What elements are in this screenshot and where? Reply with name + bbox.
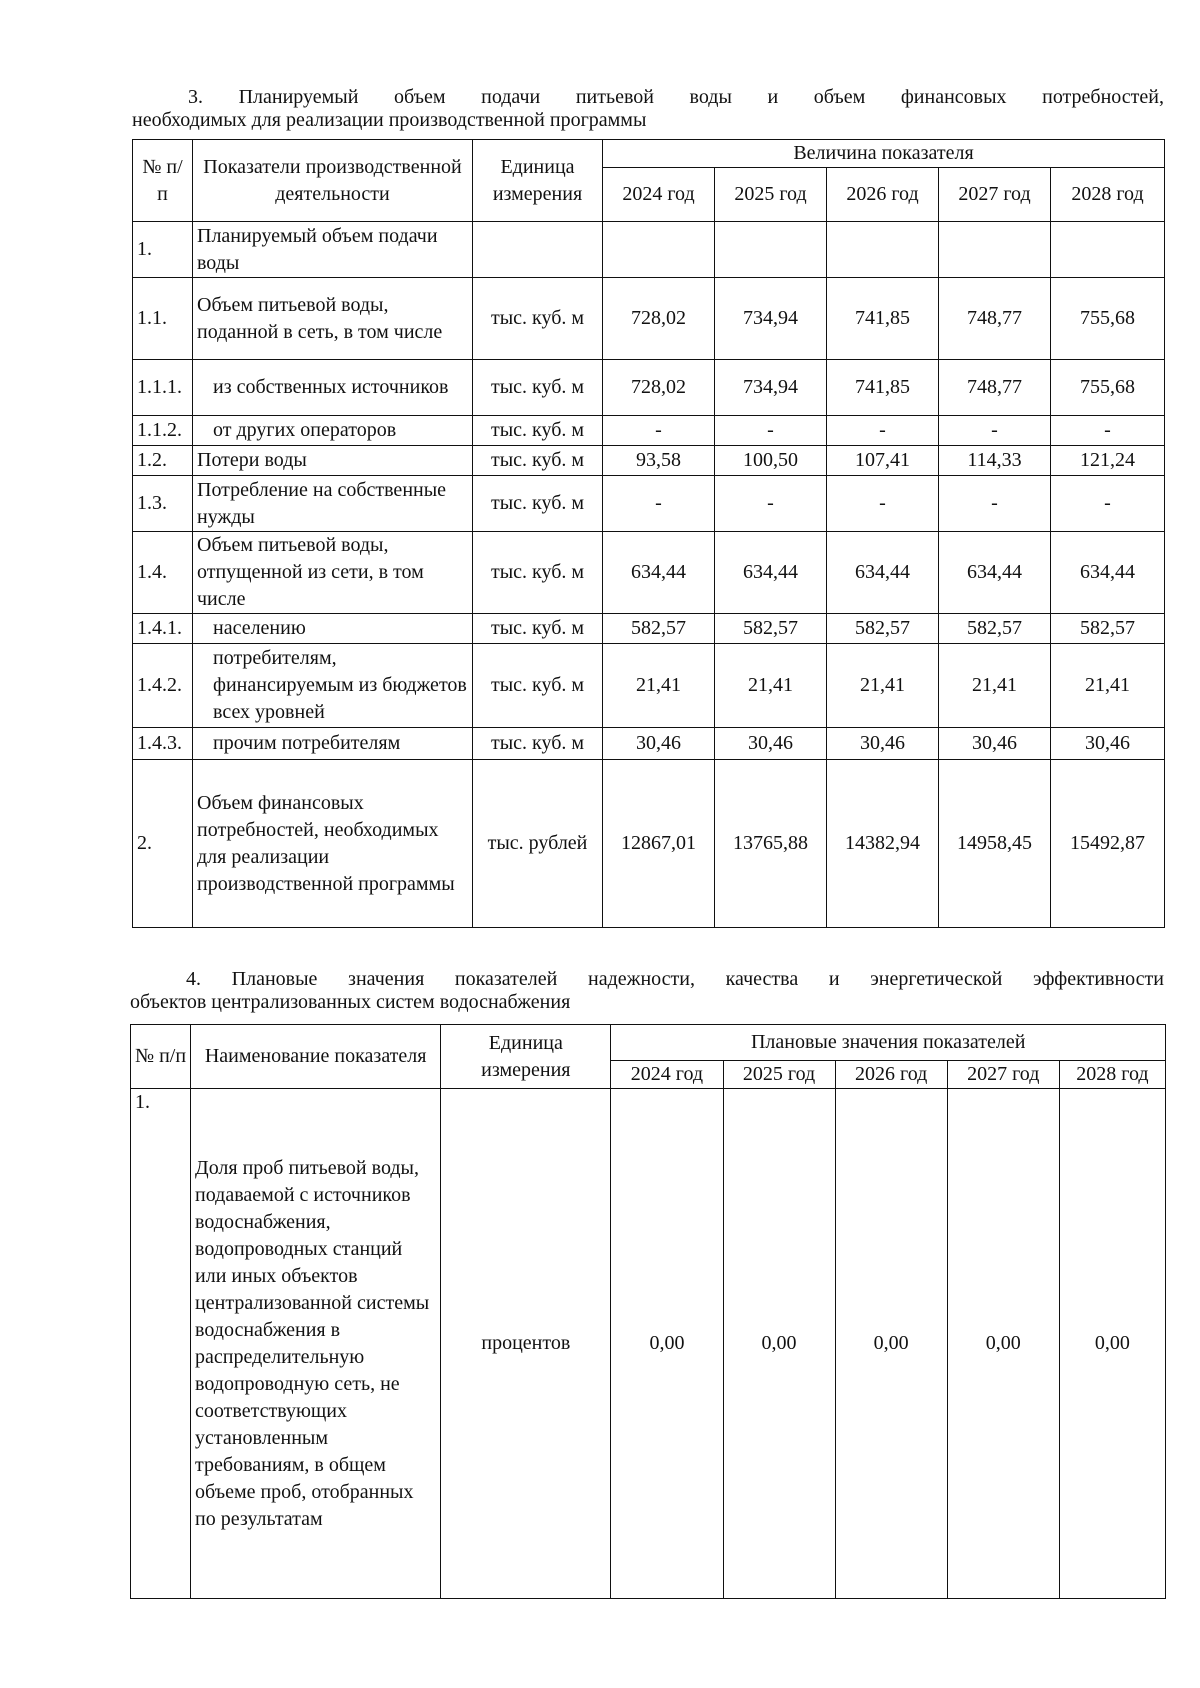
header-year: 2027 год bbox=[939, 168, 1051, 222]
row-value: 114,33 bbox=[939, 446, 1051, 476]
header-year: 2024 год bbox=[611, 1061, 723, 1089]
row-value: 0,00 bbox=[1059, 1089, 1165, 1599]
row-num: 1.1.2. bbox=[133, 416, 193, 446]
row-name: Потребление на собственные нужды bbox=[193, 476, 473, 532]
row-value: 93,58 bbox=[603, 446, 715, 476]
row-value bbox=[715, 222, 827, 278]
row-unit: тыс. куб. м bbox=[473, 360, 603, 416]
row-unit: тыс. куб. м bbox=[473, 476, 603, 532]
table-row bbox=[133, 760, 1165, 928]
table-row bbox=[133, 476, 1165, 532]
row-value: 0,00 bbox=[611, 1089, 723, 1599]
row-value: 741,85 bbox=[827, 360, 939, 416]
row-value: - bbox=[715, 476, 827, 532]
row-value: 582,57 bbox=[603, 614, 715, 644]
row-num: 1.4.2. bbox=[133, 644, 193, 728]
row-value: 634,44 bbox=[1051, 532, 1165, 614]
row-value: 30,46 bbox=[715, 728, 827, 760]
row-value bbox=[1051, 222, 1165, 278]
row-value: 30,46 bbox=[827, 728, 939, 760]
row-value: - bbox=[827, 416, 939, 446]
row-value: - bbox=[827, 476, 939, 532]
table-row bbox=[131, 1089, 1166, 1599]
section3-heading bbox=[132, 86, 1164, 132]
table-row bbox=[133, 278, 1165, 360]
row-value: 748,77 bbox=[939, 278, 1051, 360]
row-name: населению bbox=[193, 614, 473, 644]
row-num: 1. bbox=[131, 1089, 191, 1599]
table-row bbox=[133, 644, 1165, 728]
row-value: 741,85 bbox=[827, 278, 939, 360]
row-value: 734,94 bbox=[715, 360, 827, 416]
row-value: 728,02 bbox=[603, 360, 715, 416]
header-unit: Единица измерения bbox=[473, 140, 603, 222]
row-name: Потери воды bbox=[193, 446, 473, 476]
table-row bbox=[133, 614, 1165, 644]
row-value: - bbox=[603, 476, 715, 532]
row-value: 0,00 bbox=[835, 1089, 947, 1599]
header-year: 2027 год bbox=[947, 1061, 1059, 1089]
row-name: потребителям, финансируемым из бюджетов всех уровней bbox=[193, 644, 473, 728]
row-value: 21,41 bbox=[827, 644, 939, 728]
header-unit: Единица измерения bbox=[441, 1025, 611, 1089]
header-year: 2025 год bbox=[723, 1061, 835, 1089]
row-unit: тыс. рублей bbox=[473, 760, 603, 928]
row-value: 14382,94 bbox=[827, 760, 939, 928]
row-name: Объем питьевой воды, поданной в сеть, в том числе bbox=[193, 278, 473, 360]
row-name: Доля проб питьевой воды, подаваемой с источников водоснабжения, водопроводных станций или иных объектов централизованной системы водоснабжения в распределительную водопроводную сеть, не соответствующих установленным требованиям, в общем объеме проб, отобранных по результатам bbox=[191, 1089, 441, 1599]
row-value: 634,44 bbox=[939, 532, 1051, 614]
row-value: 634,44 bbox=[715, 532, 827, 614]
row-value: 0,00 bbox=[947, 1089, 1059, 1599]
row-value: 13765,88 bbox=[715, 760, 827, 928]
quality-indicators-table bbox=[130, 1024, 1166, 1599]
row-value bbox=[827, 222, 939, 278]
row-value: 30,46 bbox=[603, 728, 715, 760]
row-value bbox=[603, 222, 715, 278]
section3-heading-line2: необходимых для реализации производственной программы bbox=[132, 109, 647, 131]
row-unit: тыс. куб. м bbox=[473, 614, 603, 644]
row-num: 1.4. bbox=[133, 532, 193, 614]
row-unit: тыс. куб. м bbox=[473, 532, 603, 614]
header-num: № п/п bbox=[133, 140, 193, 222]
row-value: 748,77 bbox=[939, 360, 1051, 416]
header-value: Величина показателя bbox=[603, 140, 1165, 168]
row-value: 15492,87 bbox=[1051, 760, 1165, 928]
row-value: - bbox=[603, 416, 715, 446]
header-year: 2028 год bbox=[1051, 168, 1165, 222]
row-name: Планируемый объем подачи воды bbox=[193, 222, 473, 278]
row-value: 14958,45 bbox=[939, 760, 1051, 928]
row-num: 2. bbox=[133, 760, 193, 928]
row-value: 121,24 bbox=[1051, 446, 1165, 476]
row-num: 1.4.3. bbox=[133, 728, 193, 760]
row-unit: процентов bbox=[441, 1089, 611, 1599]
row-value: 755,68 bbox=[1051, 278, 1165, 360]
row-value: 21,41 bbox=[1051, 644, 1165, 728]
row-name: Объем питьевой воды, отпущенной из сети, в том числе bbox=[193, 532, 473, 614]
header-year: 2024 год bbox=[603, 168, 715, 222]
row-value: 582,57 bbox=[1051, 614, 1165, 644]
row-value: 30,46 bbox=[939, 728, 1051, 760]
row-num: 1.4.1. bbox=[133, 614, 193, 644]
row-unit: тыс. куб. м bbox=[473, 416, 603, 446]
header-year: 2028 год bbox=[1059, 1061, 1165, 1089]
row-value: 728,02 bbox=[603, 278, 715, 360]
row-value: 582,57 bbox=[715, 614, 827, 644]
row-value: 582,57 bbox=[827, 614, 939, 644]
row-value: 21,41 bbox=[939, 644, 1051, 728]
section3-heading-line1: 3. Планируемый объем подачи питьевой воды и объем финансовых потребностей, bbox=[188, 86, 1164, 108]
row-name: прочим потребителям bbox=[193, 728, 473, 760]
production-volume-table bbox=[132, 139, 1165, 928]
row-value: 0,00 bbox=[723, 1089, 835, 1599]
row-name: от других операторов bbox=[193, 416, 473, 446]
row-value: 755,68 bbox=[1051, 360, 1165, 416]
row-num: 1.1. bbox=[133, 278, 193, 360]
section4-heading-line2: объектов централизованных систем водоснабжения bbox=[130, 991, 571, 1013]
row-unit: тыс. куб. м bbox=[473, 278, 603, 360]
table-row bbox=[133, 416, 1165, 446]
row-value: 634,44 bbox=[603, 532, 715, 614]
row-value: 100,50 bbox=[715, 446, 827, 476]
row-value: - bbox=[715, 416, 827, 446]
row-value: - bbox=[1051, 476, 1165, 532]
section4-heading-line1: 4. Плановые значения показателей надежности, качества и энергетической эффективности bbox=[186, 968, 1164, 990]
header-value: Плановые значения показателей bbox=[611, 1025, 1166, 1061]
row-value: 30,46 bbox=[1051, 728, 1165, 760]
table-row bbox=[133, 360, 1165, 416]
table-row bbox=[133, 532, 1165, 614]
table-row bbox=[133, 222, 1165, 278]
row-value: 21,41 bbox=[603, 644, 715, 728]
row-value: 634,44 bbox=[827, 532, 939, 614]
header-indicator: Показатели производственной деятельности bbox=[193, 140, 473, 222]
row-num: 1.3. bbox=[133, 476, 193, 532]
row-unit: тыс. куб. м bbox=[473, 644, 603, 728]
row-value: - bbox=[1051, 416, 1165, 446]
row-num: 1. bbox=[133, 222, 193, 278]
row-value: 21,41 bbox=[715, 644, 827, 728]
table-row bbox=[133, 728, 1165, 760]
row-value: - bbox=[939, 476, 1051, 532]
header-year: 2025 год bbox=[715, 168, 827, 222]
row-value: 734,94 bbox=[715, 278, 827, 360]
row-num: 1.1.1. bbox=[133, 360, 193, 416]
row-num: 1.2. bbox=[133, 446, 193, 476]
row-unit: тыс. куб. м bbox=[473, 728, 603, 760]
row-name: Объем финансовых потребностей, необходимых для реализации производственной программы bbox=[193, 760, 473, 928]
row-unit bbox=[473, 222, 603, 278]
row-value: 12867,01 bbox=[603, 760, 715, 928]
header-year: 2026 год bbox=[835, 1061, 947, 1089]
header-year: 2026 год bbox=[827, 168, 939, 222]
row-unit: тыс. куб. м bbox=[473, 446, 603, 476]
header-num: № п/п bbox=[131, 1025, 191, 1089]
row-value bbox=[939, 222, 1051, 278]
row-value: 582,57 bbox=[939, 614, 1051, 644]
section4-heading bbox=[130, 968, 1164, 1014]
row-value: 107,41 bbox=[827, 446, 939, 476]
row-name: из собственных источников bbox=[193, 360, 473, 416]
header-indicator: Наименование показателя bbox=[191, 1025, 441, 1089]
row-value: - bbox=[939, 416, 1051, 446]
table-row bbox=[133, 446, 1165, 476]
